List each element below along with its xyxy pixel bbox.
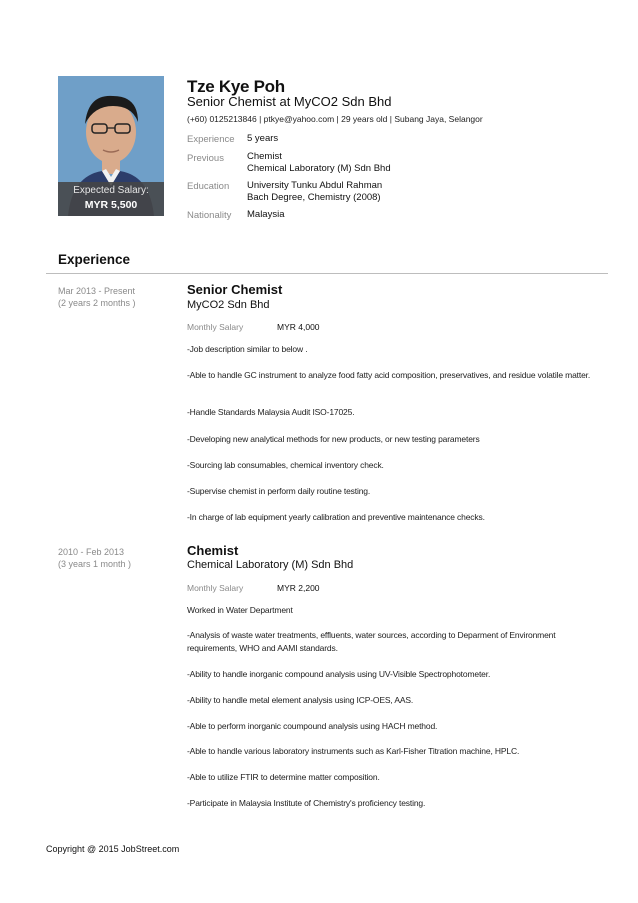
info-value-experience xyxy=(247,133,278,145)
job-duration: (3 years 1 month ) xyxy=(58,559,132,569)
info-label-nationality: Nationality xyxy=(187,210,232,221)
section-divider xyxy=(46,273,608,274)
job-description-line: -Able to handle GC instrument to analyze food fatty acid composition, preservatives, and residue volatile matter. xyxy=(187,370,591,380)
info-line: Malaysia xyxy=(247,209,285,220)
job-description-line: -Developing new analytical methods for new products, or new testing parameters xyxy=(187,434,480,444)
info-line: Chemist xyxy=(247,151,282,162)
candidate-name: Tze Kye Poh xyxy=(187,77,285,96)
job-description-line: -Ability to handle inorganic compound analysis using UV-Visible Spectrophotometer. xyxy=(187,669,491,679)
info-line: Bach Degree, Chemistry (2008) xyxy=(247,192,381,203)
job-date-range: 2010 - Feb 2013 xyxy=(58,547,125,557)
expected-salary-badge xyxy=(58,182,164,216)
job-description-line: -Able to utilize FTIR to determine matter composition. xyxy=(187,772,380,782)
info-line: Chemical Laboratory (M) Sdn Bhd xyxy=(247,163,391,174)
job-description-line: -Ability to handle metal element analysis using ICP-OES, AAS. xyxy=(187,695,414,705)
info-line: University Tunku Abdul Rahman xyxy=(247,180,383,191)
expected-salary-value: MYR 5,500 xyxy=(84,199,138,211)
section-title-experience: Experience xyxy=(58,252,131,267)
info-value-previous xyxy=(247,151,391,175)
job-salary-value: MYR 2,200 xyxy=(277,583,320,593)
job-description-line: -Able to handle various laboratory instruments such as Karl-Fisher Titration machine, HPLC. xyxy=(187,746,520,756)
contact-line: (+60) 0125213846 | ptkye@yahoo.com | 29 years old | Subang Jaya, Selangor xyxy=(187,114,483,124)
job-date-range: Mar 2013 - Present xyxy=(58,286,136,296)
info-label-previous: Previous xyxy=(187,153,224,164)
job-description-line: -In charge of lab equipment yearly calibration and preventive maintenance checks. xyxy=(187,512,485,522)
expected-salary-label: Expected Salary: xyxy=(73,185,149,196)
job-title: Chemist xyxy=(187,543,239,558)
job-description-line: -Sourcing lab consumables, chemical inventory check. xyxy=(187,460,384,470)
info-value-nationality xyxy=(247,209,285,221)
job-description-line: -Supervise chemist in perform daily routine testing. xyxy=(187,486,371,496)
job-duration: (2 years 2 months ) xyxy=(58,298,136,308)
info-label-experience: Experience xyxy=(187,134,235,145)
job-description-line: -Participate in Malaysia Institute of Chemistry's proficiency testing. xyxy=(187,798,426,808)
job-salary-value: MYR 4,000 xyxy=(277,322,320,332)
info-line: 5 years xyxy=(247,133,279,144)
job-description-line: -Job description similar to below . xyxy=(187,344,308,354)
copyright-footer: Copyright @ 2015 JobStreet.com xyxy=(46,844,180,854)
job-salary-label: Monthly Salary xyxy=(187,322,244,332)
job-company: Chemical Laboratory (M) Sdn Bhd xyxy=(187,559,354,571)
job-dates xyxy=(58,285,136,309)
job-company: MyCO2 Sdn Bhd xyxy=(187,299,270,311)
job-dates xyxy=(58,546,131,570)
job-description-line: -Handle Standards Malaysia Audit ISO-17025. xyxy=(187,407,355,417)
info-value-education xyxy=(247,180,382,204)
candidate-headline: Senior Chemist at MyCO2 Sdn Bhd xyxy=(187,94,392,109)
job-description-line: Worked in Water Department xyxy=(187,605,293,615)
info-label-education: Education xyxy=(187,181,230,192)
job-description-line: -Able to perform inorganic coumpound analysis using HACH method. xyxy=(187,721,438,731)
job-description-line: -Analysis of waste water treatments, effluents, water sources, according to Deparment of Environment requirements, WHO and AAMI standards. xyxy=(187,630,556,653)
job-title: Senior Chemist xyxy=(187,282,283,297)
job-salary-label: Monthly Salary xyxy=(187,583,244,593)
